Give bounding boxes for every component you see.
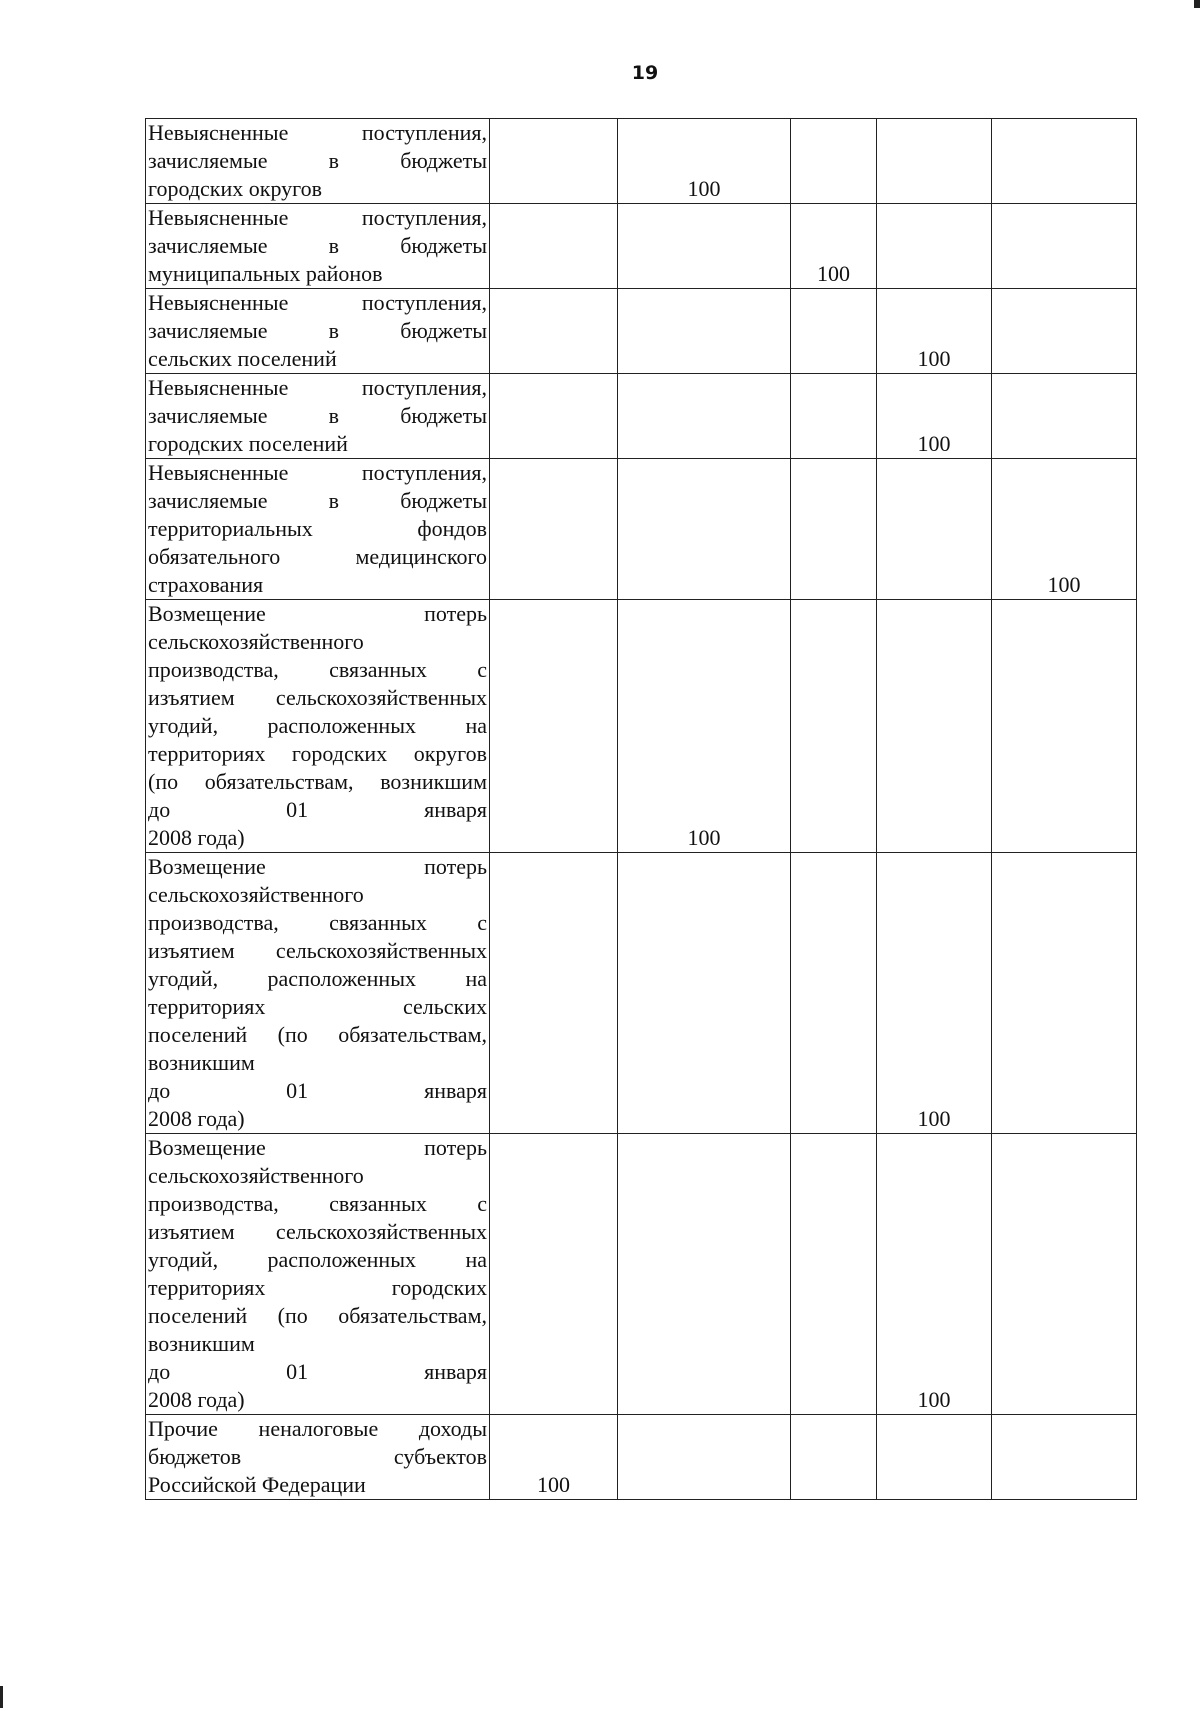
percentage-cell: 100 (992, 459, 1137, 600)
description-line: возникшим (148, 1050, 255, 1075)
percentage-cell (992, 600, 1137, 853)
revenue-description-cell (146, 119, 490, 204)
table-row (146, 853, 1137, 1134)
description-line: изъятием сельскохозяйственных (148, 685, 487, 710)
table-body (146, 119, 1137, 1500)
percentage-cell (791, 374, 877, 459)
revenue-description-cell (146, 204, 490, 289)
revenue-description-cell (146, 853, 490, 1134)
percentage-cell (877, 600, 992, 853)
percentage-cell (618, 204, 791, 289)
description-line: Российской Федерации (148, 1472, 366, 1497)
description-line: сельских поселений (148, 346, 337, 371)
percentage-cell (490, 600, 618, 853)
table-row (146, 1134, 1137, 1415)
percentage-cell (992, 204, 1137, 289)
percentage-cell: 100 (490, 1415, 618, 1500)
revenue-description-cell (146, 1134, 490, 1415)
description-line: Возмещение потерь (148, 854, 487, 879)
description-line: угодий, расположенных на (148, 966, 487, 991)
table-row (146, 374, 1137, 459)
description-line: до 01 января (148, 1078, 487, 1103)
percentage-cell (490, 853, 618, 1134)
description-line: сельскохозяйственного (148, 882, 364, 907)
description-line: изъятием сельскохозяйственных (148, 1219, 487, 1244)
description-line: территориях сельских (148, 994, 487, 1019)
description-line: 2008 года) (148, 1106, 245, 1131)
description-line: сельскохозяйственного (148, 1163, 364, 1188)
percentage-cell (877, 459, 992, 600)
percentage-cell (992, 1134, 1137, 1415)
percentage-cell (791, 1134, 877, 1415)
percentage-cell (618, 289, 791, 374)
percentage-cell: 100 (618, 600, 791, 853)
percentage-cell (791, 600, 877, 853)
percentage-cell (877, 204, 992, 289)
percentage-cell (791, 1415, 877, 1500)
description-line: зачисляемые в бюджеты (148, 148, 487, 173)
description-line: обязательного медицинского (148, 544, 487, 569)
description-line: Невыясненные поступления, (148, 120, 487, 145)
percentage-cell: 100 (877, 1134, 992, 1415)
percentage-cell (791, 853, 877, 1134)
percentage-cell (992, 853, 1137, 1134)
description-line: (по обязательствам, возникшим (148, 769, 487, 794)
revenue-description-cell (146, 289, 490, 374)
percentage-cell (490, 459, 618, 600)
percentage-cell (490, 289, 618, 374)
description-line: Невыясненные поступления, (148, 205, 487, 230)
percentage-cell (490, 1134, 618, 1415)
description-line: Невыясненные поступления, (148, 375, 487, 400)
description-line: зачисляемые в бюджеты (148, 403, 487, 428)
scan-mark (0, 1686, 3, 1708)
table-row (146, 289, 1137, 374)
percentage-cell: 100 (791, 204, 877, 289)
revenue-description-cell (146, 600, 490, 853)
description-line: территориальных фондов (148, 516, 487, 541)
percentage-cell (618, 459, 791, 600)
table-row (146, 1415, 1137, 1500)
table-row (146, 459, 1137, 600)
revenue-description-cell (146, 374, 490, 459)
description-line: производства, связанных с (148, 910, 487, 935)
percentage-cell (490, 204, 618, 289)
description-line: территориях городских (148, 1275, 487, 1300)
description-line: Прочие неналоговые доходы (148, 1416, 487, 1441)
percentage-cell: 100 (877, 289, 992, 374)
description-line: зачисляемые в бюджеты (148, 488, 487, 513)
description-line: производства, связанных с (148, 1191, 487, 1216)
percentage-cell: 100 (618, 119, 791, 204)
table-row (146, 600, 1137, 853)
description-line: поселений (по обязательствам, (148, 1022, 487, 1047)
percentage-cell: 100 (877, 374, 992, 459)
percentage-cell (877, 1415, 992, 1500)
percentage-cell (490, 374, 618, 459)
description-line: территориях городских округов (148, 741, 487, 766)
revenue-description-cell (146, 459, 490, 600)
description-line: городских округов (148, 176, 323, 201)
table-row (146, 204, 1137, 289)
percentage-cell (618, 853, 791, 1134)
percentage-cell (992, 1415, 1137, 1500)
description-line: зачисляемые в бюджеты (148, 318, 487, 343)
scan-mark (1194, 0, 1200, 8)
description-line: 2008 года) (148, 1387, 245, 1412)
percentage-cell (618, 374, 791, 459)
revenue-distribution-table (145, 118, 1137, 1500)
percentage-cell (791, 119, 877, 204)
description-line: производства, связанных с (148, 657, 487, 682)
percentage-cell (490, 119, 618, 204)
percentage-cell (618, 1415, 791, 1500)
description-line: бюджетов субъектов (148, 1444, 487, 1469)
percentage-cell (992, 289, 1137, 374)
description-line: Невыясненные поступления, (148, 290, 487, 315)
description-line: поселений (по обязательствам, (148, 1303, 487, 1328)
description-line: городских поселений (148, 431, 348, 456)
description-line: угодий, расположенных на (148, 1247, 487, 1272)
description-line: возникшим (148, 1331, 255, 1356)
percentage-cell (992, 119, 1137, 204)
description-line: до 01 января (148, 1359, 487, 1384)
revenue-description-cell (146, 1415, 490, 1500)
description-line: зачисляемые в бюджеты (148, 233, 487, 258)
percentage-cell: 100 (877, 853, 992, 1134)
description-line: угодий, расположенных на (148, 713, 487, 738)
description-line: Возмещение потерь (148, 601, 487, 626)
page-number: 19 (631, 62, 659, 84)
table-row (146, 119, 1137, 204)
description-line: изъятием сельскохозяйственных (148, 938, 487, 963)
percentage-cell (992, 374, 1137, 459)
description-line: муниципальных районов (148, 261, 383, 286)
description-line: до 01 января (148, 797, 487, 822)
percentage-cell (618, 1134, 791, 1415)
percentage-cell (791, 459, 877, 600)
description-line: страхования (148, 572, 264, 597)
percentage-cell (791, 289, 877, 374)
description-line: сельскохозяйственного (148, 629, 364, 654)
description-line: Возмещение потерь (148, 1135, 487, 1160)
description-line: 2008 года) (148, 825, 245, 850)
percentage-cell (877, 119, 992, 204)
description-line: Невыясненные поступления, (148, 460, 487, 485)
